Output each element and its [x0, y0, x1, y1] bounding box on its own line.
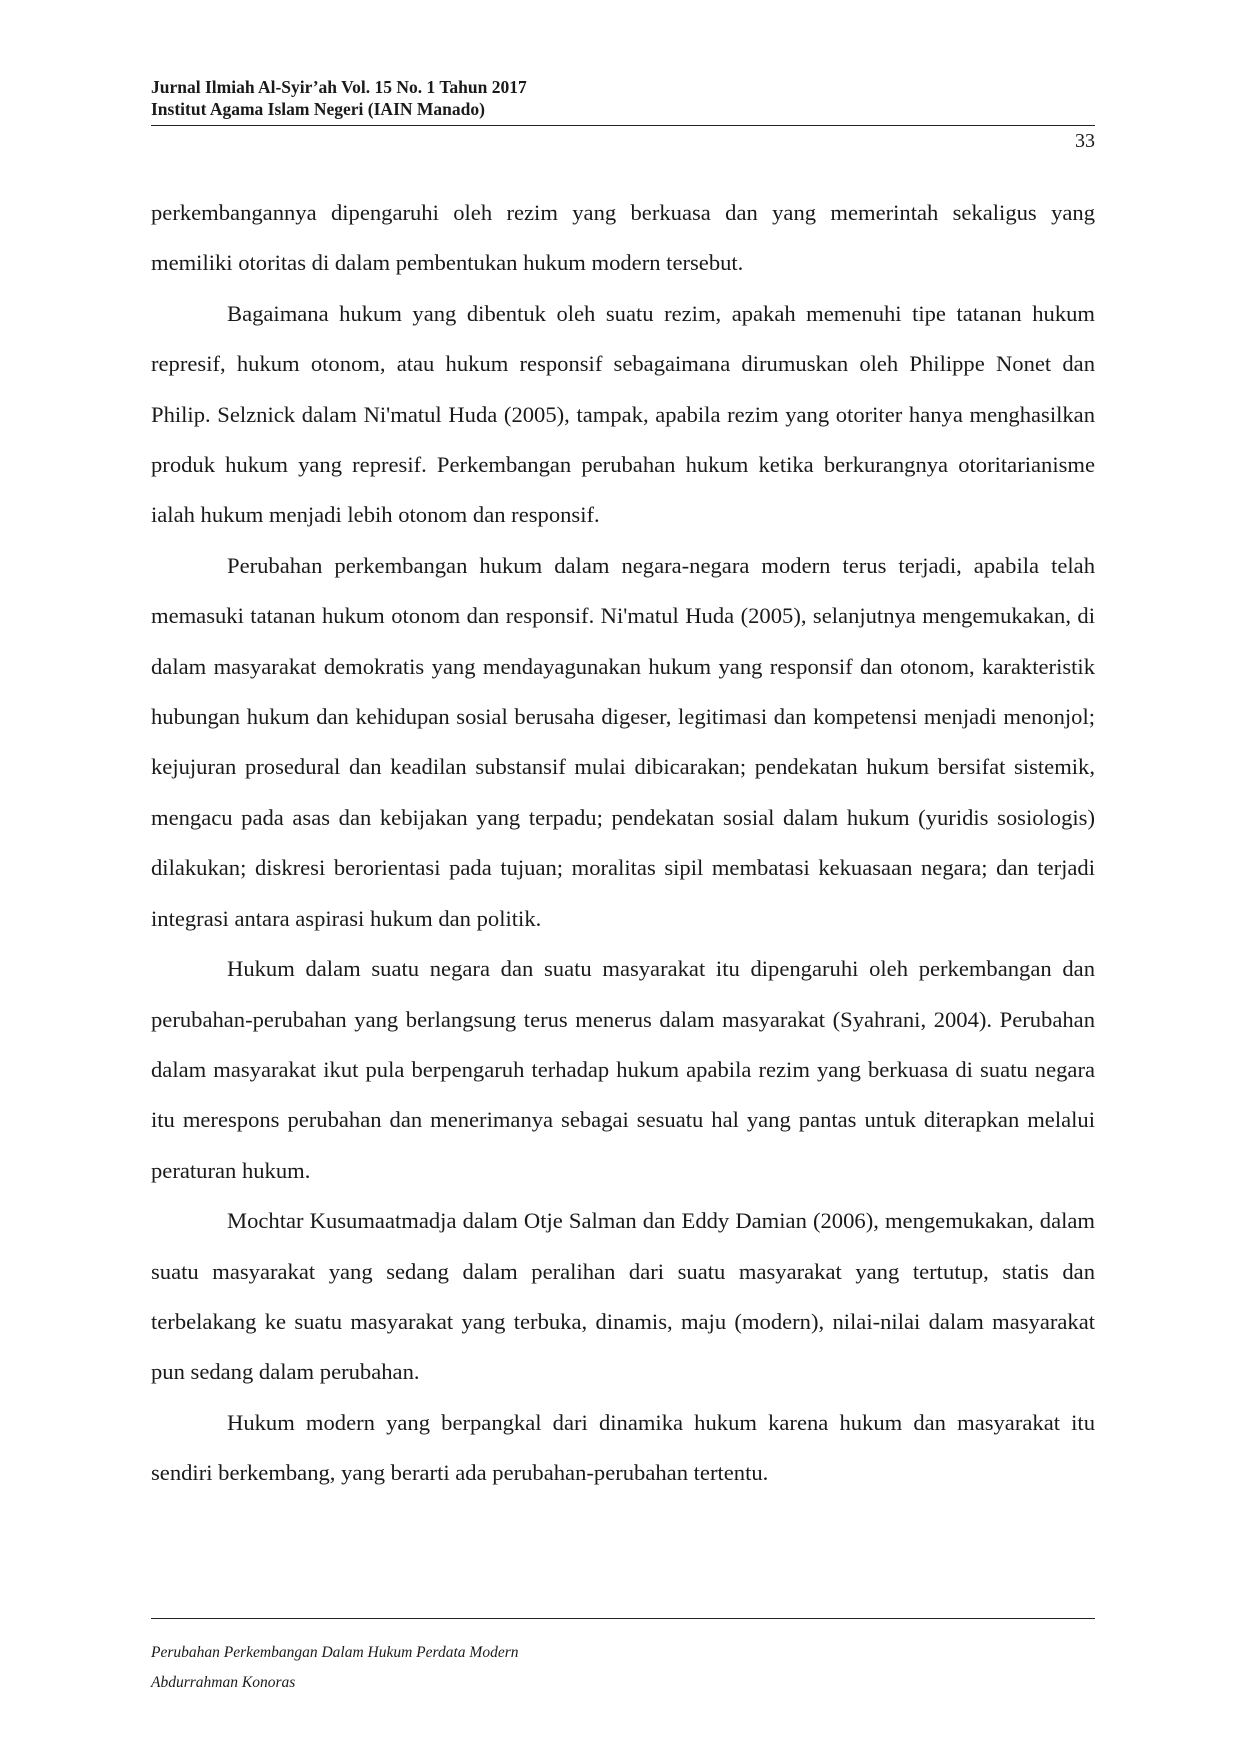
paragraph: Mochtar Kusumaatmadja dalam Otje Salman dan Eddy Damian (2006), mengemukakan, dalam suatu masyarakat yang sedang dalam peralihan dari suatu masyarakat yang tertutup, statis dan terbelakang ke suatu masyarakat yang terbuka, dinamis, maju (modern), nilai-nilai dalam masyarakat pun sedang dalam perubahan. — [151, 1208, 1095, 1385]
footer-author: Abdurrahman Konoras — [151, 1674, 296, 1691]
header-divider — [151, 125, 1095, 126]
paragraph: Hukum modern yang berpangkal dari dinamika hukum karena hukum dan masyarakat itu sendiri berkembang, yang berarti ada perubahan-perubahan tertentu. — [151, 1409, 1095, 1486]
article-body — [151, 188, 1095, 1499]
institution-name: Institut Agama Islam Negeri (IAIN Manado) — [151, 99, 485, 119]
paragraph: Bagaimana hukum yang dibentuk oleh suatu rezim, apakah memenuhi tipe tatanan hukum represif, hukum otonom, atau hukum responsif sebagaimana dirumuskan oleh Philippe Nonet dan Philip. Selznick dalam Ni'matul Huda (2005), tampak, apabila rezim yang otoriter hanya menghasilkan produk hukum yang represif. Perkembangan perubahan hukum ketika berkurangnya otoritarianisme ialah hukum menjadi lebih otonom dan responsif. — [151, 300, 1095, 528]
footer-article-title: Perubahan Perkembangan Dalam Hukum Perdata Modern — [151, 1644, 519, 1661]
running-footer — [151, 1638, 1095, 1698]
footer-divider — [151, 1618, 1095, 1619]
paragraph-continuation: perkembangannya dipengaruhi oleh rezim yang berkuasa dan yang memerintah sekaligus yang memiliki otoritas di dalam pembentukan hukum modern tersebut. — [151, 200, 1095, 276]
journal-title: Jurnal Ilmiah Al-Syir’ah Vol. 15 No. 1 Tahun 2017 — [151, 77, 527, 97]
paragraph: Hukum dalam suatu negara dan suatu masyarakat itu dipengaruhi oleh perkembangan dan perubahan-perubahan yang berlangsung terus menerus dalam masyarakat (Syahrani, 2004). Perubahan dalam masyarakat ikut pula berpengaruh terhadap hukum apabila rezim yang berkuasa di suatu negara itu merespons perubahan dan menerimanya sebagai sesuatu hal yang pantas untuk diterapkan melalui peraturan hukum. — [151, 956, 1095, 1183]
paragraph: Perubahan perkembangan hukum dalam negara-negara modern terus terjadi, apabila telah memasuki tatanan hukum otonom dan responsif. Ni'matul Huda (2005), selanjutnya mengemukakan, di dalam masyarakat demokratis yang mendayagunakan hukum yang responsif dan otonom, karakteristik hubungan hukum dan kehidupan sosial berusaha digeser, legitimasi dan kompetensi menjadi menonjol; kejujuran prosedural dan keadilan substansif mulai dibicarakan; pendekatan hukum bersifat sistemik, mengacu pada asas dan kebijakan yang terpadu; pendekatan sosial dalam hukum (yuridis sosiologis) dilakukan; diskresi berorientasi pada tujuan; moralitas sipil membatasi kekuasaan negara; dan terjadi integrasi antara aspirasi hukum dan politik. — [151, 552, 1095, 931]
running-header — [151, 76, 1095, 120]
page-number: 33 — [1075, 130, 1095, 152]
